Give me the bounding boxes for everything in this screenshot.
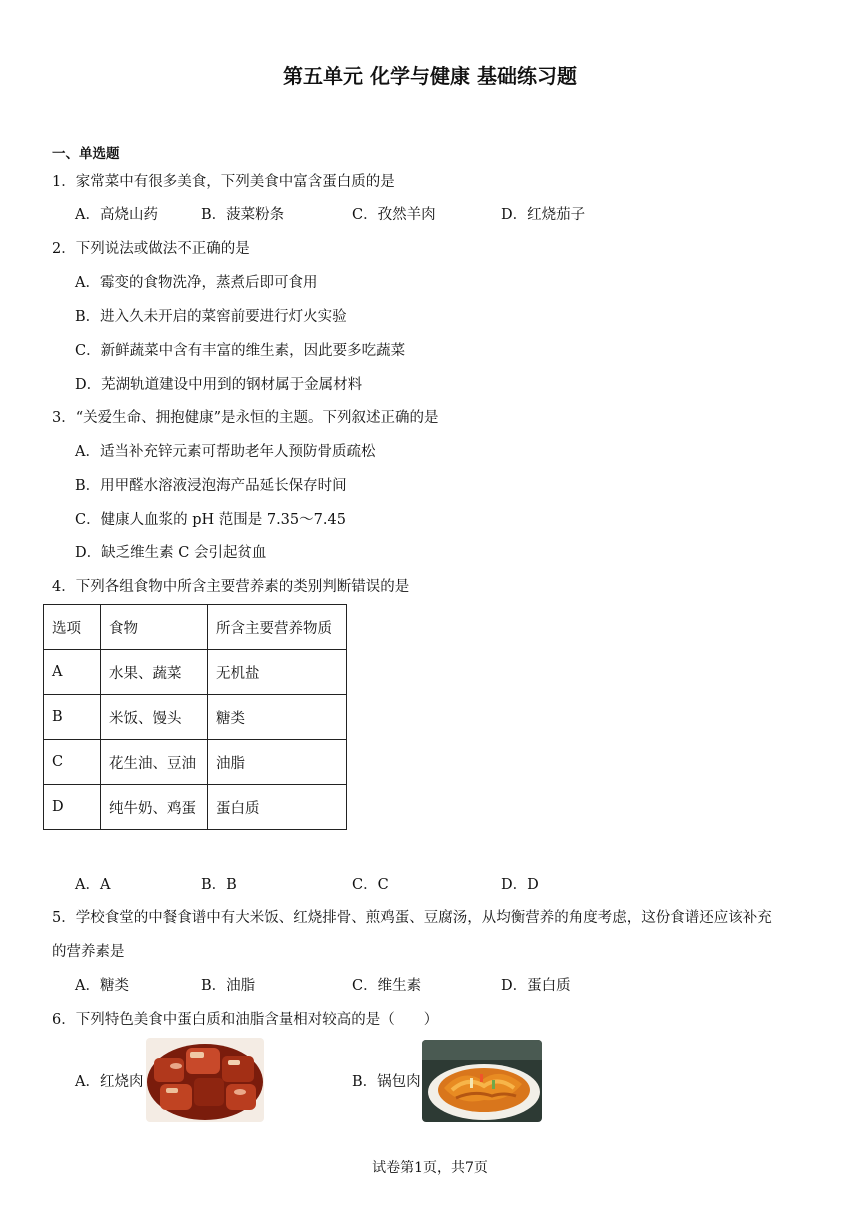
table-row bbox=[44, 785, 347, 830]
table-header-row bbox=[44, 605, 347, 650]
question-3-option-c: C．健康人血浆的 pH 范围是 7.35～7.45 bbox=[75, 512, 346, 528]
table-row bbox=[44, 650, 347, 695]
question-4-stem: 4．下列各组食物中所含主要营养素的类别判断错误的是 bbox=[52, 579, 410, 595]
question-4-option-a: A．A bbox=[75, 877, 111, 893]
question-2-option-b: B．进入久未开启的菜窖前要进行灯火实验 bbox=[75, 309, 347, 325]
question-4-option-d: D．D bbox=[501, 877, 539, 893]
question-5-option-d: D．蛋白质 bbox=[501, 978, 571, 994]
question-5-option-b: B．油脂 bbox=[201, 978, 256, 994]
question-5-option-a: A．糖类 bbox=[75, 978, 129, 994]
question-6-option-b: B．锅包肉 bbox=[352, 1074, 421, 1090]
section-heading: 一、单选题 bbox=[52, 146, 120, 162]
question-2-stem: 2．下列说法或做法不正确的是 bbox=[52, 241, 250, 257]
question-6-stem: 6．下列特色美食中蛋白质和油脂含量相对较高的是（ ） bbox=[52, 1012, 439, 1028]
table-cell: 无机盐 bbox=[208, 650, 347, 695]
table-cell: D bbox=[44, 785, 101, 830]
question-5-option-c: C．维生素 bbox=[352, 978, 422, 994]
question-3-option-b: B．用甲醛水溶液浸泡海产品延长保存时间 bbox=[75, 478, 347, 494]
question-1-option-c: C．孜然羊肉 bbox=[352, 207, 436, 223]
table-cell: 水果、蔬菜 bbox=[101, 650, 208, 695]
table-cell: 米饭、馒头 bbox=[101, 695, 208, 740]
question-2-option-d: D．芜湖轨道建设中用到的钢材属于金属材料 bbox=[75, 377, 363, 393]
question-4-option-b: B．B bbox=[201, 877, 237, 893]
question-6-option-a: A．红烧肉 bbox=[75, 1074, 144, 1090]
table-cell: 蛋白质 bbox=[208, 785, 347, 830]
braised-pork-image bbox=[146, 1038, 264, 1122]
table-header-cell: 所含主要营养物质 bbox=[208, 605, 347, 650]
question-3-option-a: A．适当补充锌元素可帮助老年人预防骨质疏松 bbox=[75, 444, 376, 460]
table-cell: 纯牛奶、鸡蛋 bbox=[101, 785, 208, 830]
table-cell: B bbox=[44, 695, 101, 740]
nutrient-table bbox=[43, 604, 347, 830]
table-header-cell: 食物 bbox=[101, 605, 208, 650]
question-5-stem-line-1: 5．学校食堂的中餐食谱中有大米饭、红烧排骨、煎鸡蛋、豆腐汤，从均衡营养的角度考虑，这份食谱还应该补充 bbox=[52, 910, 772, 926]
question-2-option-a: A．霉变的食物洗净，蒸煮后即可食用 bbox=[75, 275, 318, 291]
page-footer: 试卷第1页，共7页 bbox=[372, 1160, 488, 1176]
guobao-pork-image bbox=[422, 1040, 542, 1122]
table-cell: A bbox=[44, 650, 101, 695]
question-1-option-a: A．高烧山药 bbox=[75, 207, 158, 223]
page-title: 第五单元 化学与健康 基础练习题 bbox=[283, 64, 577, 88]
table-header-cell: 选项 bbox=[44, 605, 101, 650]
question-3-option-d: D．缺乏维生素 C 会引起贫血 bbox=[75, 545, 267, 561]
table-cell: 油脂 bbox=[208, 740, 347, 785]
table-cell: 糖类 bbox=[208, 695, 347, 740]
question-1-option-d: D．红烧茄子 bbox=[501, 207, 586, 223]
table-cell: C bbox=[44, 740, 101, 785]
question-3-stem: 3．“关爱生命、拥抱健康”是永恒的主题。下列叙述正确的是 bbox=[52, 410, 439, 426]
question-2-option-c: C．新鲜蔬菜中含有丰富的维生素，因此要多吃蔬菜 bbox=[75, 343, 406, 359]
question-5-stem-line-2: 的营养素是 bbox=[52, 944, 125, 960]
table-row bbox=[44, 740, 347, 785]
table-row bbox=[44, 695, 347, 740]
table-cell: 花生油、豆油 bbox=[101, 740, 208, 785]
question-4-option-c: C．C bbox=[352, 877, 389, 893]
question-1-option-b: B．菠菜粉条 bbox=[201, 207, 285, 223]
question-1-stem: 1．家常菜中有很多美食，下列美食中富含蛋白质的是 bbox=[52, 174, 395, 190]
